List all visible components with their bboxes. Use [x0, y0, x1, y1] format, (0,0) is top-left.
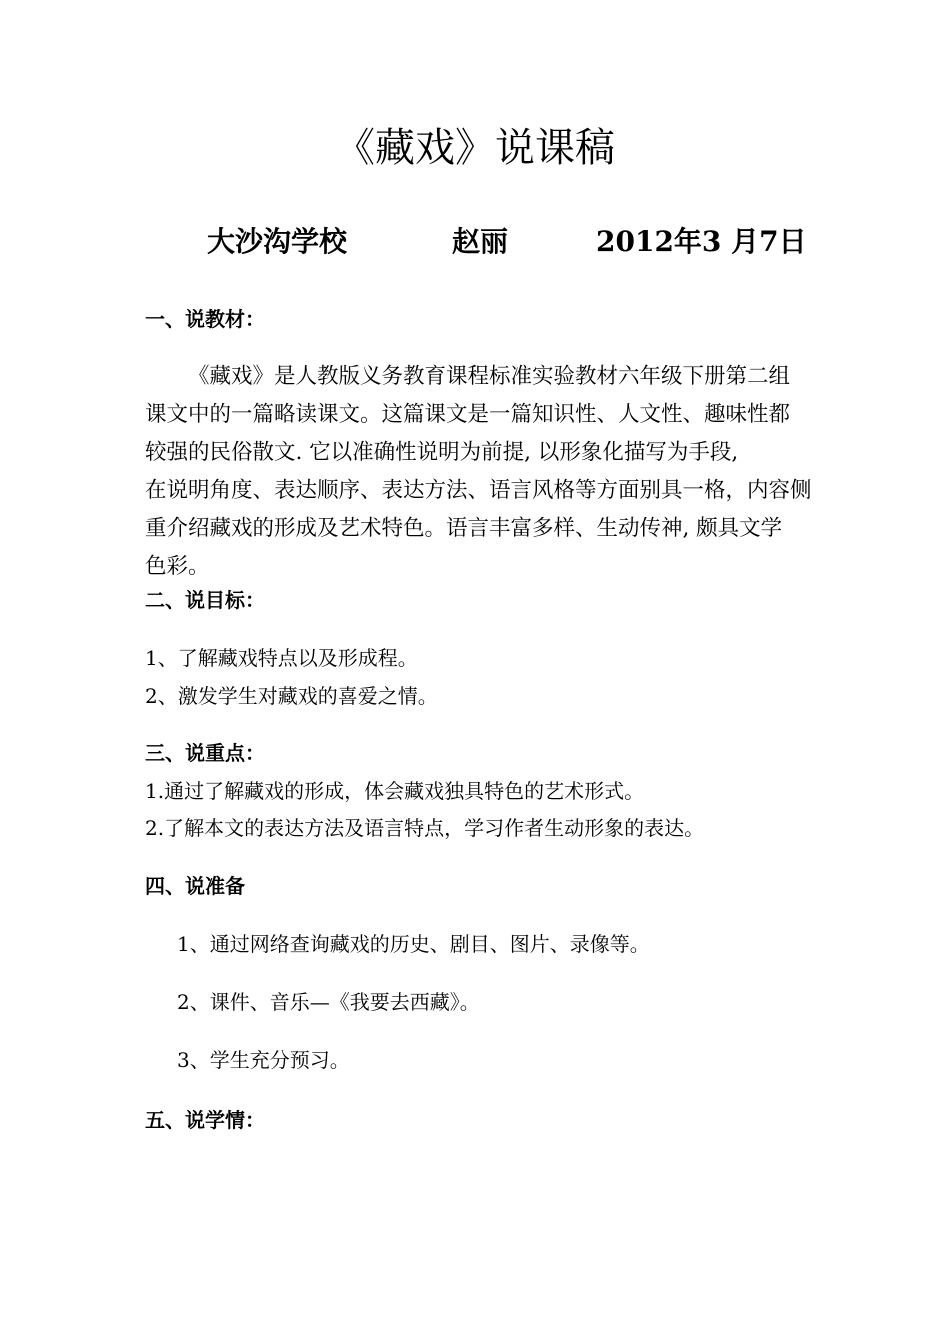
paragraph-line: 课文中的一篇略读课文。这篇课文是一篇知识性、人文性、趣味性都: [145, 402, 791, 427]
paragraph-line: 较强的民俗散文. 它以准确性说明为前提, 以形象化描写为手段,: [145, 440, 739, 465]
byline-school: 大沙沟学校: [207, 225, 348, 258]
goal-item: 1、了解藏戏特点以及形成程。: [145, 646, 418, 670]
goal-item: 2、激发学生对藏戏的喜爱之情。: [145, 684, 438, 708]
paragraph-line: 色彩。: [145, 554, 210, 579]
textbook-paragraph: [145, 362, 810, 582]
paragraph-line: 在说明角度、表达顺序、表达方法、语言风格等方面别具一格，内容侧: [145, 478, 812, 503]
preparation-item: 1、通过网络查询藏戏的历史、剧目、图片、录像等。: [177, 932, 650, 956]
section-heading-goals: 二、说目标：: [145, 588, 265, 612]
preparation-item: 3、学生充分预习。: [177, 1048, 350, 1072]
page-title: 《藏戏》说课稿: [335, 125, 615, 171]
section-heading-student-analysis: 五、说学情：: [145, 1108, 265, 1132]
section-heading-key-points: 三、说重点：: [145, 741, 265, 765]
byline-date: 2012年3 月7日: [596, 225, 807, 258]
paragraph-line: 《藏戏》是人教版义务教育课程标准实验教材六年级下册第二组: [188, 364, 791, 389]
preparation-item: 2、课件、音乐—《我要去西藏》。: [177, 990, 480, 1014]
key-point-item: 2.了解本文的表达方法及语言特点，学习作者生动形象的表达。: [145, 816, 705, 840]
byline-author: 赵丽: [452, 225, 509, 258]
key-point-item: 1.通过了解藏戏的形成，体会藏戏独具特色的艺术形式。: [145, 779, 645, 803]
section-heading-preparation: 四、说准备: [145, 874, 245, 898]
section-heading-textbook: 一、说教材：: [145, 307, 265, 331]
paragraph-line: 重介绍藏戏的形成及艺术特色。语言丰富多样、生动传神, 颇具文学: [145, 516, 783, 541]
